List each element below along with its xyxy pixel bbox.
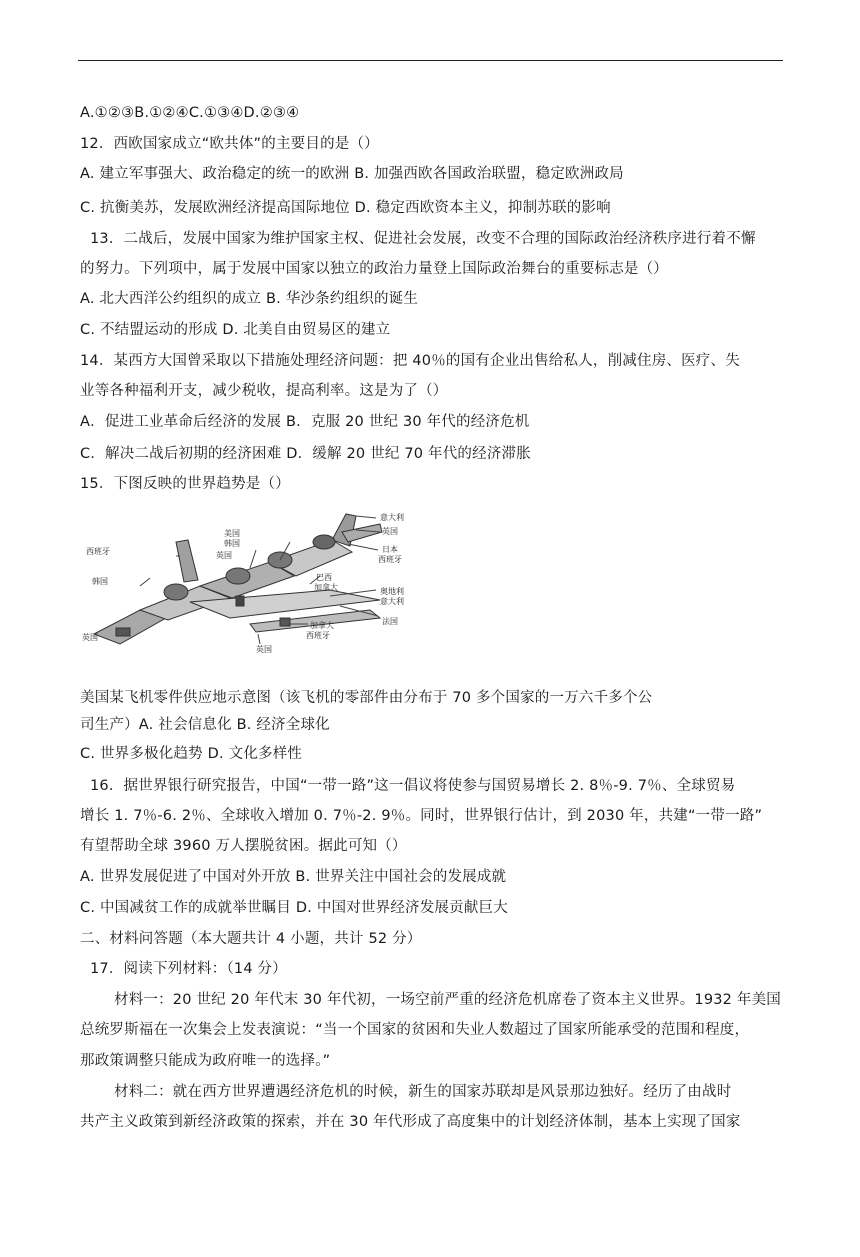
material-one-line3: 那政策调整只能成为政府唯一的选择。”	[80, 1053, 331, 1069]
q16-stem-line2: 增长 1. 7％-6. 2％、全球收入增加 0. 7％-2. 9％。同时，世界银行估计，到 2030 年，共建“一带一路”	[80, 808, 763, 824]
fig-label: 日本	[382, 545, 398, 554]
q17-stem: 17．阅读下列材料：（14 分）	[90, 961, 287, 977]
q15-caption-options-ab: 司生产）A. 社会信息化 B. 经济全球化	[80, 717, 330, 733]
fig-label: 韩国	[224, 539, 240, 548]
q14-stem-line1: 14．某西方大国曾采取以下措施处理经济问题：把 40％的国有企业出售给私人，削减住房、医疗、失	[80, 353, 740, 369]
section-two-heading: 二、材料问答题（本大题共计 4 小题，共计 52 分）	[80, 931, 422, 947]
fig-label: 意大利	[380, 513, 404, 522]
q13-options-cd: C. 不结盟运动的形成 D. 北美自由贸易区的建立	[80, 322, 391, 338]
fig-label: 英国	[216, 551, 232, 560]
q13-stem-line1: 13．二战后，发展中国家为维护国家主权、促进社会发展，改变不合理的国际政治经济秩序进行着不懈	[90, 231, 756, 247]
q11-options: A.①②③B.①②④C.①③④D.②③④	[80, 105, 300, 121]
fig-label: 英国	[256, 645, 272, 654]
q16-options-ab: A. 世界发展促进了中国对外开放 B. 世界关注中国社会的发展成就	[80, 869, 507, 885]
material-two-line1: 材料二：就在西方世界遭遇经济危机的时候，新生的国家苏联却是风景那边独好。经历了由战时	[114, 1084, 732, 1100]
fig-label: 加拿大	[310, 621, 334, 630]
q13-options-ab: A. 北大西洋公约组织的成立 B. 华沙条约组织的诞生	[80, 291, 419, 307]
q13-stem-line2: 的努力。下列项中，属于发展中国家以独立的政治力量登上国际政治舞台的重要标志是（）	[80, 261, 668, 277]
q14-options-ab: A．促进工业革命后经济的发展 B．克服 20 世纪 30 年代的经济危机	[80, 414, 530, 430]
material-one-line2: 总统罗斯福在一次集会上发表演说：“当一个国家的贫困和失业人数超过了国家所能承受的范围和程度，	[80, 1022, 750, 1038]
fig-label: 巴西	[316, 573, 332, 582]
fig-label: 法国	[382, 617, 398, 626]
fig-label: 韩国	[92, 577, 108, 586]
q15-caption-line1: 美国某飞机零件供应地示意图（该飞机的零部件由分布于 70 多个国家的一万六千多个公	[80, 690, 653, 706]
q16-options-cd: C. 中国减贫工作的成就举世瞩目 D. 中国对世界经济发展贡献巨大	[80, 900, 508, 916]
q12-options-cd: C. 抗衡美苏，发展欧洲经济提高国际地位 D. 稳定西欧资本主义，抑制苏联的影响	[80, 200, 611, 216]
q15-options-cd: C. 世界多极化趋势 D. 文化多样性	[80, 746, 303, 762]
material-one-line1: 材料一：20 世纪 20 年代末 30 年代初，一场空前严重的经济危机席卷了资本主义世界。1932 年美国	[114, 992, 782, 1008]
fig-label: 西班牙	[306, 631, 330, 640]
fig-label: 意大利	[380, 597, 404, 606]
airplane-parts-figure	[80, 506, 440, 656]
fig-label: 英国	[82, 633, 98, 642]
q14-options-cd: C．解决二战后初期的经济困难 D．缓解 20 世纪 70 年代的经济滞胀	[80, 446, 531, 462]
fig-label: 英国	[382, 527, 398, 536]
fig-label: 美国	[224, 529, 240, 538]
material-two-line2: 共产主义政策到新经济政策的探索，并在 30 年代形成了高度集中的计划经济体制，基本上实现了国家	[80, 1114, 741, 1130]
q12-stem: 12．西欧国家成立“欧共体”的主要目的是（）	[80, 136, 379, 152]
q15-stem: 15．下图反映的世界趋势是（）	[80, 476, 290, 492]
q16-stem-line3: 有望帮助全球 3960 万人摆脱贫困。据此可知（）	[80, 838, 407, 854]
q12-options-ab: A. 建立军事强大、政治稳定的统一的欧洲 B. 加强西欧各国政治联盟，稳定欧洲政局	[80, 166, 624, 182]
q14-stem-line2: 业等各种福利开支，减少税收，提高利率。这是为了（）	[80, 383, 448, 399]
q16-stem-line1: 16．据世界银行研究报告，中国“一带一路”这一倡议将使参与国贸易增长 2. 8％-9. 7％、全球贸易	[90, 778, 736, 794]
fig-label: 奥地利	[380, 587, 404, 596]
fig-label: 西班牙	[86, 547, 110, 556]
fig-label: 加拿大	[314, 583, 338, 592]
header-rule	[78, 60, 783, 61]
fig-label: 西班牙	[378, 555, 402, 564]
